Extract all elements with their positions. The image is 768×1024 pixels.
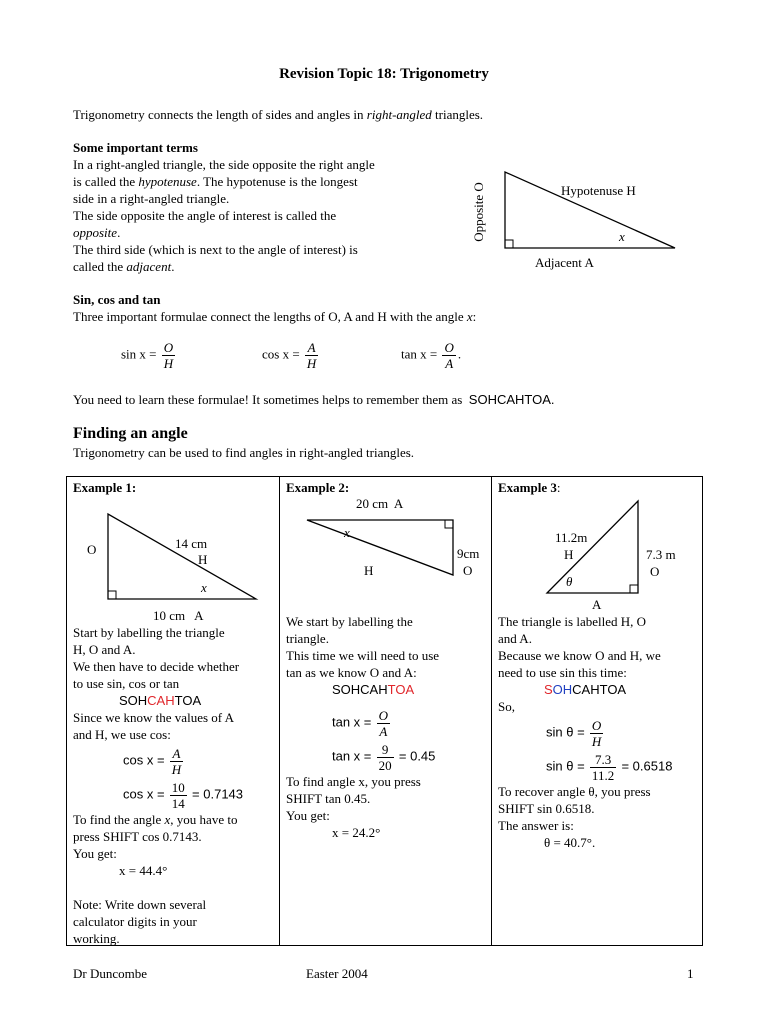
footer-page-number: 1 (687, 966, 694, 981)
ex3-label-a: A (592, 597, 602, 612)
finding-heading: Finding an angle (73, 425, 188, 442)
example-2-heading: Example 2: (286, 480, 350, 495)
example-2-text: We start by labelling the triangle. This time we will need to use tan as we know O and A: SOHCAHTOA tan x = $\frac{O}{A}$ tan x = $\frac{9}{20}$ = 0.45 To find angle x, you press SHIFT tan 0.45. You get: x = 24.2° (286, 613, 490, 841)
cos-formula: cos x = $\frac{A}{H}$ (262, 340, 317, 371)
ex3-answer: θ = 40.7°. (544, 835, 596, 850)
ex3-label-o: O (650, 564, 660, 579)
label-angle: x (619, 229, 625, 244)
ex1-label-o: O (87, 542, 97, 557)
sin-formula: sin x = $\frac{O}{H}$ (121, 340, 174, 371)
example-3-cell (492, 477, 703, 946)
example-1-heading: Example 1: (73, 480, 137, 495)
example-3-heading: Example 3: (498, 480, 561, 495)
formulae-section: Sin, cos and tan Three important formulae connect the lengths of O, A and H with the angle x: (73, 292, 477, 324)
page-title: Revision Topic 18: Trigonometry (279, 66, 489, 82)
learn-text: You need to learn these formulae! It sometimes helps to remember them as SOHCAHTOA. (73, 392, 555, 407)
label-opposite: Opposite O (471, 182, 486, 242)
ex3-equation-2: sin θ = $\frac{7.3}{11.2}$ = 0.6518 (546, 752, 673, 783)
ex1-answer: x = 44.4° (119, 863, 168, 878)
example-3-triangle (492, 495, 704, 615)
ex2-equation-1: tan x = $\frac{O}{A}$ (332, 708, 389, 739)
ex2-label-o: O (463, 563, 473, 578)
ex2-label-h: H (364, 563, 374, 578)
example-1-text: Start by labelling the triangle H, O and A. We then have to decide whether to use sin, cos or tan SOHCAHTOA Since we know the values of A and H, we use cos: cos x = $\frac{A}{H}$ cos x = $\frac{10}{14}$ = 0.7143 To find the angle x, you have to press SHIFT cos 0.7143. You get: x = 44.4° Note: Write down several calculator digits in your working. (73, 624, 277, 947)
ex3-label-h-length: 11.2m (555, 530, 588, 545)
ex2-label-top: 20 cm A (356, 496, 404, 511)
examples-table (66, 476, 703, 946)
ex3-mnemonic: SOHCAHTOA (544, 682, 627, 697)
terms-heading: Some important terms (73, 140, 198, 155)
right-angle-mark (505, 240, 513, 248)
footer-author: Dr Duncombe (73, 966, 148, 981)
example-2-triangle (280, 495, 491, 615)
main-triangle-diagram (455, 160, 695, 275)
terms-section: Some important terms In a right-angled triangle, the side opposite the right angle is called the hypotenuse. The hypotenuse is the longest side in a right-angled triangle. The side opposite the angle of interest is called the opposite. The third side (which is next to the angle of interest) is called the adjacent. (73, 139, 433, 275)
example-1-cell (67, 477, 280, 946)
ex3-label-h: H (564, 547, 574, 562)
ex3-label-theta: θ (566, 574, 573, 589)
ex3-label-o-length: 7.3 m (646, 547, 676, 562)
ex1-label-a: 10 cm A (153, 608, 204, 623)
formulae-heading: Sin, cos and tan (73, 292, 161, 307)
label-hypotenuse: Hypotenuse H (561, 183, 636, 198)
ex1-equation-2: cos x = $\frac{10}{14}$ = 0.7143 (123, 780, 244, 811)
ex1-mnemonic: SOHCAHTOA (119, 693, 202, 708)
ex1-equation-1: cos x = $\frac{A}{H}$ (123, 746, 182, 777)
ex1-label-h-length: 14 cm (175, 536, 208, 551)
ex2-label-x: x (344, 525, 350, 540)
label-adjacent: Adjacent A (535, 255, 594, 270)
footer-date: Easter 2004 (306, 966, 368, 981)
intro-text: Trigonometry connects the length of sides and angles in right-angled triangles. (73, 107, 484, 122)
ex2-mnemonic: SOHCAHTOA (332, 682, 415, 697)
ex1-label-x: x (201, 580, 207, 595)
tan-formula: tan x = $\frac{O}{A}$ . (401, 340, 462, 371)
ex2-answer: x = 24.2° (332, 825, 381, 840)
example-2-cell (280, 477, 492, 946)
ex3-equation-1: sin θ = $\frac{O}{H}$ (546, 718, 602, 749)
ex2-label-o-length: 9cm (457, 546, 480, 561)
example-1-triangle (67, 505, 279, 625)
ex1-label-h: H (198, 552, 208, 567)
finding-text: Trigonometry can be used to find angles in right-angled triangles. (73, 445, 415, 460)
ex2-equation-2: tan x = $\frac{9}{20}$ = 0.45 (332, 742, 436, 773)
example-3-text: The triangle is labelled H, O and A. Because we know O and H, we need to use sin this time: SOHCAHTOA So, sin θ = $\frac{O}{H}$ sin θ = $\frac{7.3}{11.2}$ = 0.6518 To recover angle θ, you press SHIFT sin 0.6518. The answer is: θ = 40.7°. (498, 613, 702, 851)
